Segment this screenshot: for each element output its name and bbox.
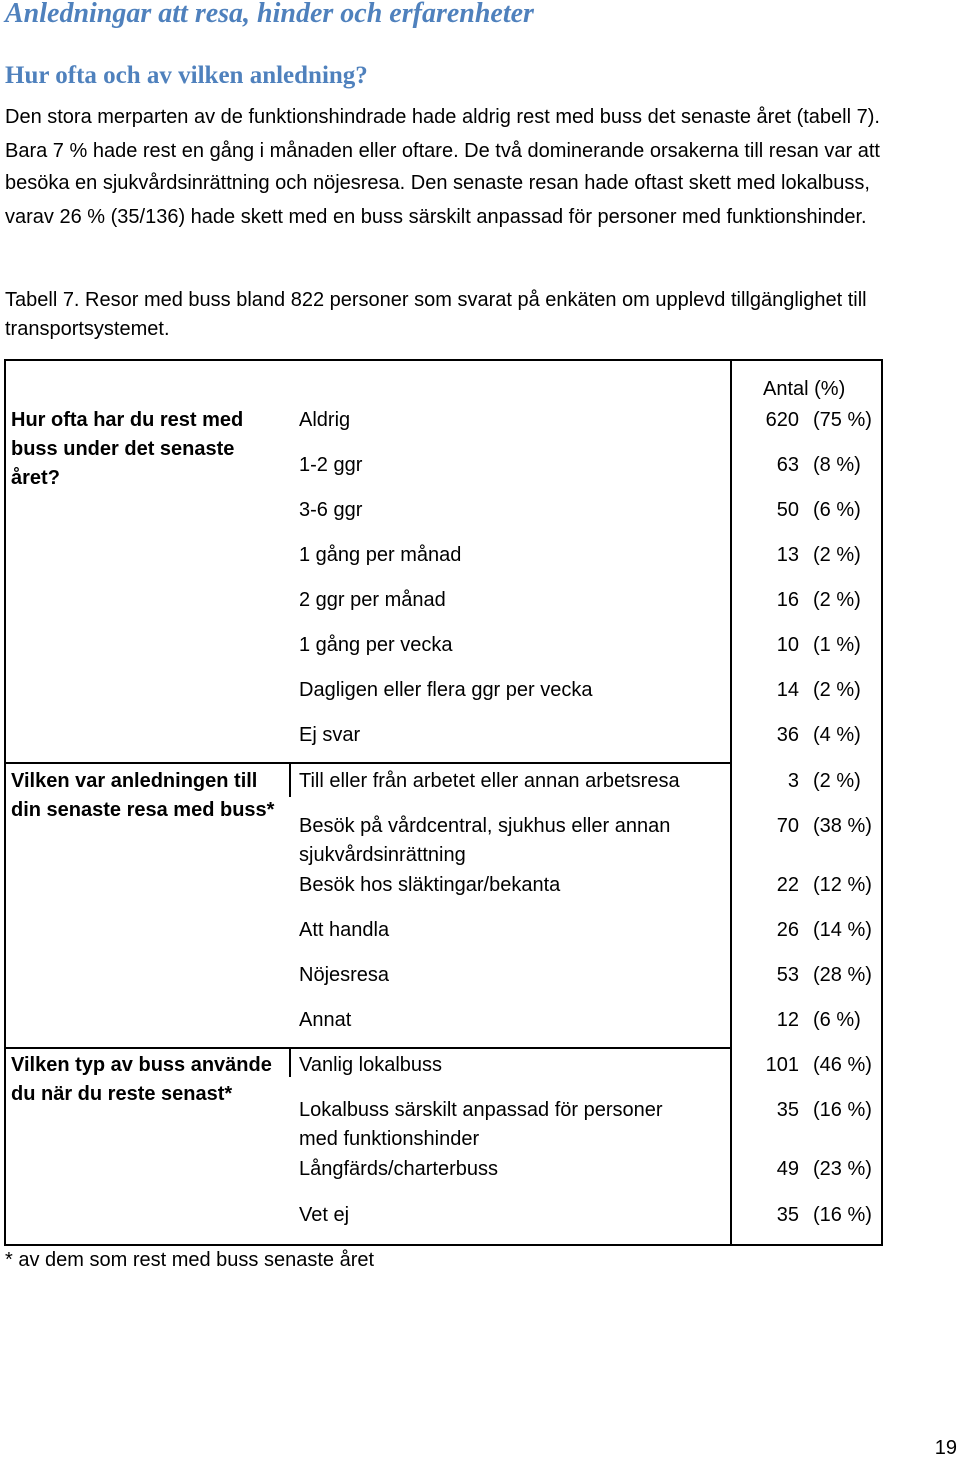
percent-value: (2 %): [813, 544, 861, 566]
subsection-heading: Hur ofta och av vilken anledning?: [5, 62, 368, 89]
percent-value: (6 %): [813, 1009, 861, 1031]
count-value: 12: [776, 1009, 799, 1031]
count-value: 49: [776, 1158, 799, 1180]
answer-label: Dagligen eller flera ggr per vecka: [299, 679, 593, 701]
count-value: 14: [776, 679, 799, 701]
answer-label: Vet ej: [299, 1204, 350, 1226]
answer-label: Lokalbuss särskilt anpassad för personer med funktionshinder: [299, 1099, 663, 1150]
answer-label: 1-2 ggr: [299, 454, 363, 476]
paragraph-line: varav 26 % (35/136) hade skett med en buss särskilt anpassad för personer med funktionshinder.: [5, 206, 867, 228]
percent-value: (75 %): [813, 409, 872, 431]
percent-value: (23 %): [813, 1158, 872, 1180]
percent-value: (2 %): [813, 770, 861, 792]
answer-label: Besök hos släktingar/bekanta: [299, 874, 561, 896]
table-caption: Tabell 7. Resor med buss bland 822 personer som svarat på enkäten om upplevd tillgänglighet till: [5, 289, 867, 311]
percent-value: (2 %): [813, 679, 861, 701]
count-value: 22: [776, 874, 799, 896]
count-value: 35: [776, 1099, 799, 1121]
answer-label: Ej svar: [299, 724, 361, 746]
answer-label: 2 ggr per månad: [299, 589, 446, 611]
page-number: 19: [934, 1437, 957, 1459]
question-label: Hur ofta har du rest med buss under det senaste året?: [11, 409, 244, 489]
count-value: 101: [765, 1054, 799, 1076]
count-value: 10: [776, 634, 799, 656]
question-label: Vilken typ av buss använde du när du reste senast*: [11, 1054, 272, 1105]
table-divider: [4, 762, 731, 764]
percent-value: (16 %): [813, 1099, 872, 1121]
answer-label: Nöjesresa: [299, 964, 390, 986]
answer-label: Långfärds/charterbuss: [299, 1158, 499, 1180]
percent-value: (38 %): [813, 815, 872, 837]
percent-value: (8 %): [813, 454, 861, 476]
table-divider: [4, 1047, 731, 1049]
answer-label: 3-6 ggr: [299, 499, 363, 521]
count-value: 620: [765, 409, 799, 431]
answer-label: Till eller från arbetet eller annan arbetsresa: [299, 770, 680, 792]
count-value: 3: [787, 770, 799, 792]
table-footnote: * av dem som rest med buss senaste året: [5, 1249, 375, 1271]
count-value: 50: [776, 499, 799, 521]
column-header: Antal (%): [763, 378, 846, 400]
percent-value: (46 %): [813, 1054, 872, 1076]
percent-value: (1 %): [813, 634, 861, 656]
table-divider: [730, 359, 732, 1246]
percent-value: (14 %): [813, 919, 872, 941]
count-value: 13: [776, 544, 799, 566]
percent-value: (2 %): [813, 589, 861, 611]
percent-value: (28 %): [813, 964, 872, 986]
answer-label: Att handla: [299, 919, 390, 941]
percent-value: (4 %): [813, 724, 861, 746]
count-value: 16: [776, 589, 799, 611]
answer-label: Aldrig: [299, 409, 351, 431]
answer-label: 1 gång per vecka: [299, 634, 453, 656]
count-value: 35: [776, 1204, 799, 1226]
percent-value: (16 %): [813, 1204, 872, 1226]
answer-label: Annat: [299, 1009, 352, 1031]
question-label: Vilken var anledningen till din senaste resa med buss*: [11, 770, 275, 821]
paragraph-line: Bara 7 % hade rest en gång i månaden eller oftare. De två dominerande orsakerna till resan var att: [5, 140, 880, 162]
paragraph-line: Den stora merparten av de funktionshindrade hade aldrig rest med buss det senaste året (tabell 7).: [5, 106, 880, 128]
count-value: 53: [776, 964, 799, 986]
answer-label: 1 gång per månad: [299, 544, 462, 566]
percent-value: (6 %): [813, 499, 861, 521]
count-value: 26: [776, 919, 799, 941]
table-caption: transportsystemet.: [5, 318, 170, 340]
count-value: 63: [776, 454, 799, 476]
paragraph-line: besöka en sjukvårdsinrättning och nöjesresa. Den senaste resan hade oftast skett med lokalbuss,: [5, 172, 870, 194]
answer-label: Besök på vårdcentral, sjukhus eller annan sjukvårdsinrättning: [299, 815, 671, 866]
table-divider: [289, 764, 291, 797]
count-value: 70: [776, 815, 799, 837]
section-heading: Anledningar att resa, hinder och erfarenheter: [5, 0, 534, 29]
percent-value: (12 %): [813, 874, 872, 896]
count-value: 36: [776, 724, 799, 746]
answer-label: Vanlig lokalbuss: [299, 1054, 443, 1076]
table-divider: [289, 1047, 291, 1077]
